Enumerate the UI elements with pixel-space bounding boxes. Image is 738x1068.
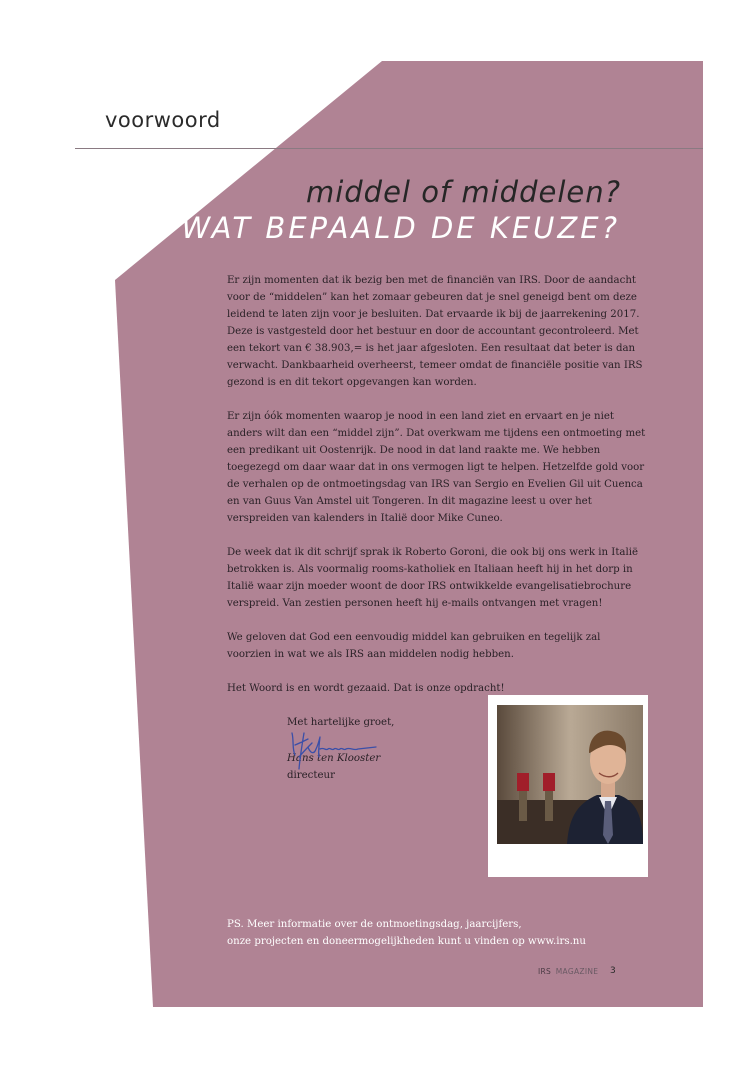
handwritten-signature — [286, 727, 381, 777]
section-label: voorwoord — [105, 108, 221, 132]
paragraph: We geloven dat God een eenvoudig middel kan gebruiken en tegelijk zal voorzien in wat we als IRS aan middelen nodig hebben. — [227, 632, 601, 660]
greeting: Met hartelijke groet, — [287, 717, 395, 728]
footer-brand-magazine: MAGAZINE — [555, 967, 599, 976]
paragraph: Het Woord is en wordt gezaaid. Dat is onze opdracht! — [227, 683, 505, 694]
postscript-line-2: onze projecten en doneermogelijkheden kunt u vinden op www.irs.nu — [227, 936, 586, 947]
paragraph: De week dat ik dit schrijf sprak ik Roberto Goroni, die ook bij ons werk in Italië betrokken is. Als voormalig rooms-katholiek en Italiaan heeft hij in het dorp in Italië waar zijn moeder woont de door IRS ontwikkelde evangelisatiebrochure verspreid. Van zestien personen heeft hij e-mails ontvangen met vragen! — [227, 547, 639, 609]
footer-brand-irs: IRS — [538, 967, 552, 976]
postscript — [227, 916, 586, 950]
headline-line-2: WAT BEPAALD DE KEUZE? — [181, 211, 620, 245]
footer-brand — [538, 967, 598, 976]
paragraph: Er zijn óók momenten waarop je nood in een land ziet en ervaart en je niet anders wilt dan een “middel zijn”. Dat overkwam me tijdens een ontmoeting met een predikant uit Oostenrijk. De nood in dat land raakte me. We hebben toegezegd om daar waar dat in ons vermogen ligt te helpen. Hetzelfde gold voor de verhalen op de ontmoetingsdag van IRS van Sergio en Evelien Gil uit Cuenca en van Guus Van Amstel uit Tongeren. In dit magazine leest u over het verspreiden van kalenders in Italië door Mike Cuneo. — [227, 411, 646, 524]
portrait-photo-frame — [488, 695, 648, 877]
headline-line-1: middel of middelen? — [305, 175, 621, 209]
author-name: Hans ten Klooster — [287, 753, 381, 764]
author-role: directeur — [287, 770, 335, 781]
paragraph: Er zijn momenten dat ik bezig ben met de financiën van IRS. Door de aandacht voor de “middelen” kan het zomaar gebeuren dat je snel geneigd bent om deze leidend te laten zijn voor je besluiten. Dat ervaarde ik bij de jaarrekening 2017. Deze is vastgesteld door het bestuur en door de accountant gecontroleerd. Met een tekort van € 38.903,= is het jaar afgesloten. Een resultaat dat beter is dan verwacht. Dankbaarheid overheerst, temeer omdat de financiële positie van IRS gezond is en dit tekort opgevangen kan worden. — [227, 275, 643, 388]
header-divider — [75, 148, 703, 149]
article-body — [227, 272, 647, 714]
page-number: 3 — [610, 966, 616, 976]
postscript-line-1: PS. Meer informatie over de ontmoetingsdag, jaarcijfers, — [227, 919, 522, 930]
portrait-photo — [497, 705, 643, 844]
